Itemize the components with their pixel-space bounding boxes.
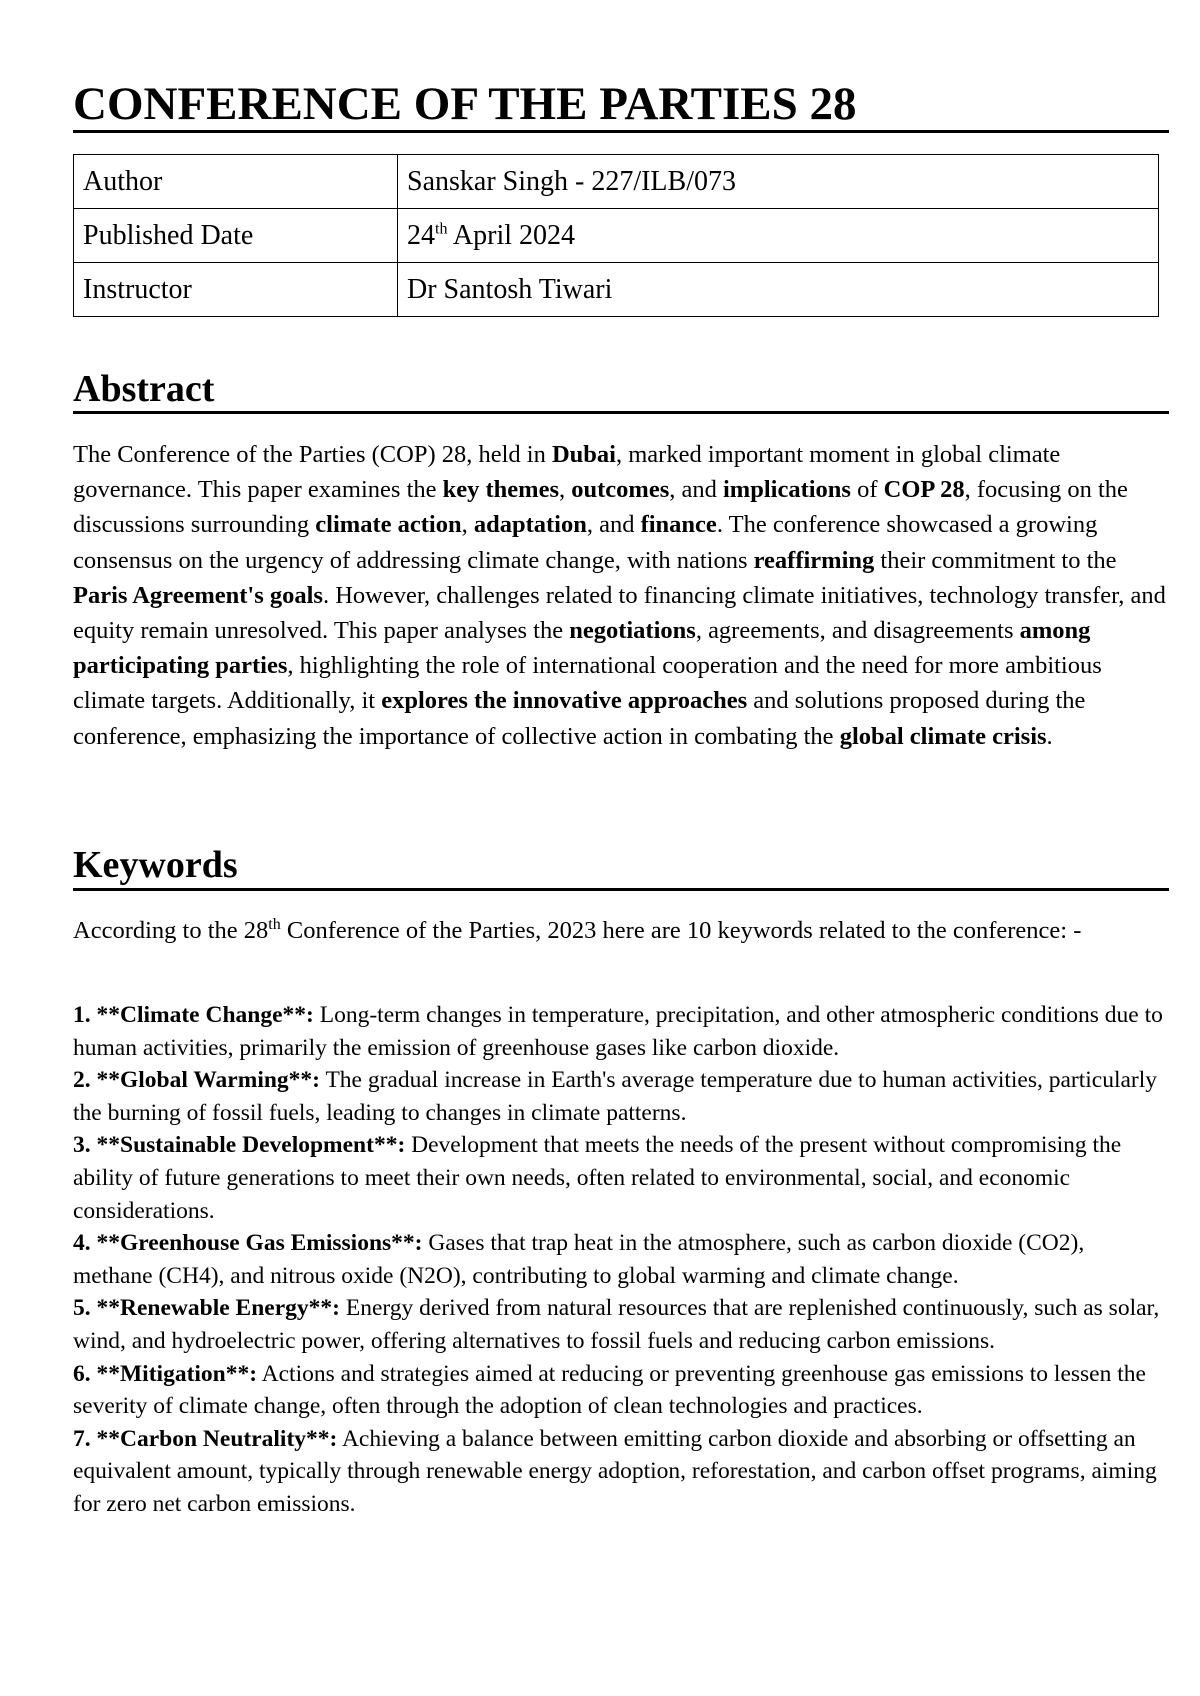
author-value: Sanskar Singh - 227/ILB/073 <box>398 155 1159 209</box>
abstract-text: and solutions proposed during the conference, emphasizing the importance of collective action in combating the <box>73 687 1086 750</box>
table-row <box>74 263 1159 317</box>
date-label: Published Date <box>74 209 398 263</box>
date-suffix: th <box>435 220 448 238</box>
instructor-label: Instructor <box>74 263 398 317</box>
list-item <box>73 1292 1169 1357</box>
list-item <box>73 1064 1169 1129</box>
keyword-term: 5. **Renewable Energy**: <box>73 1295 340 1322</box>
abstract-text: . The conference showcased a growing consensus on the urgency of addressing climate change, with nations <box>73 511 1098 574</box>
keyword-term: 6. **Mitigation**: <box>73 1360 258 1387</box>
keyword-description: Gases that trap heat in the atmosphere, such as carbon dioxide (CO2), methane (CH4), and nitrous oxide (N2O), contributing to global warming and climate change. <box>73 1230 1085 1289</box>
table-row <box>74 155 1159 209</box>
keyword-term: 2. **Global Warming**: <box>73 1067 320 1094</box>
table-row <box>74 209 1159 263</box>
abstract-text: of <box>850 476 884 504</box>
abstract-text: The Conference of the Parties (COP) 28, held in <box>73 441 552 468</box>
abstract-bold-phrase: implications <box>722 476 851 504</box>
date-rest: April 2024 <box>447 219 576 251</box>
abstract-bold-phrase: adaptation <box>473 511 587 539</box>
abstract-heading: Abstract <box>73 368 215 410</box>
keyword-description: Achieving a balance between emitting carbon dioxide and absorbing or offsetting an equivalent amount, typically through renewable energy adoption, reforestation, and carbon offset programs, aiming for zero net carbon emissions. <box>73 1425 1157 1517</box>
keyword-list <box>73 999 1169 1521</box>
abstract-text: , and <box>669 476 723 504</box>
abstract-bold-phrase: key themes <box>442 476 559 504</box>
abstract-text: their commitment to the <box>874 546 1117 574</box>
keywords-rule <box>73 888 1169 891</box>
abstract-text: , focusing on the discussions surrounding <box>73 476 1128 539</box>
document-title: CONFERENCE OF THE PARTIES 28 <box>73 78 857 130</box>
abstract-bold-phrase: reaffirming <box>753 546 875 574</box>
author-label: Author <box>74 155 398 209</box>
abstract-bold-phrase: Paris Agreement's goals <box>73 581 323 609</box>
abstract-bold-phrase: explores the innovative approaches <box>381 687 748 715</box>
keyword-description: Actions and strategies aimed at reducing or preventing greenhouse gas emissions to lessen the severity of climate change, often through the adoption of clean technologies and practices. <box>73 1360 1146 1420</box>
abstract-bold-phrase: COP 28 <box>883 476 965 504</box>
intro-superscript: th <box>268 915 281 933</box>
list-item <box>73 999 1169 1064</box>
date-day: 24 <box>407 219 435 251</box>
metadata-table <box>73 154 1159 317</box>
abstract-text: . <box>1046 722 1053 750</box>
title-rule <box>73 130 1169 133</box>
keyword-description: Long-term changes in temperature, precipitation, and other atmospheric conditions due to human activities, primarily the emission of greenhouse gases like carbon dioxide. <box>73 1002 1163 1061</box>
keyword-term: 4. **Greenhouse Gas Emissions**: <box>73 1230 423 1257</box>
abstract-text: , agreements, and disagreements <box>695 617 1020 645</box>
keyword-description: Development that meets the needs of the present without compromising the ability of future generations to meet their own needs, often related to environmental, social, and economic considerations. <box>73 1132 1122 1224</box>
abstract-bold-phrase: global climate crisis <box>839 722 1047 750</box>
abstract-bold-phrase: outcomes <box>571 476 670 504</box>
abstract-text: , and <box>586 511 641 539</box>
list-item <box>73 1423 1169 1521</box>
intro-text-before: According to the 28 <box>73 917 269 944</box>
keywords-intro <box>73 913 1169 948</box>
intro-text-after: Conference of the Parties, 2023 here are 10 keywords related to the conference: - <box>280 917 1082 944</box>
keyword-term: 1. **Climate Change**: <box>73 1002 314 1028</box>
date-value <box>398 209 1159 263</box>
list-item <box>73 1358 1169 1423</box>
abstract-body <box>73 437 1169 754</box>
abstract-rule <box>73 411 1169 414</box>
list-item <box>73 1227 1169 1292</box>
keyword-term: 7. **Carbon Neutrality**: <box>73 1425 338 1452</box>
abstract-bold-phrase: finance <box>640 511 717 539</box>
abstract-text: , highlighting the role of international cooperation and the need for more ambitious climate targets. Additionally, it <box>73 652 1102 715</box>
keyword-term: 3. **Sustainable Development**: <box>73 1132 406 1159</box>
instructor-value: Dr Santosh Tiwari <box>398 263 1159 317</box>
abstract-text: , <box>461 511 474 539</box>
abstract-text: , <box>559 476 572 504</box>
keyword-description: Energy derived from natural resources that are replenished continuously, such as solar, wind, and hydroelectric power, offering alternatives to fossil fuels and reducing carbon emissions. <box>73 1295 1160 1354</box>
list-item <box>73 1129 1169 1227</box>
abstract-text: . However, challenges related to financing climate initiatives, technology transfer, and equity remain unresolved. This paper analyses the <box>73 581 1166 645</box>
abstract-bold-phrase: negotiations <box>569 617 696 645</box>
keywords-heading: Keywords <box>73 844 238 886</box>
keyword-description: The gradual increase in Earth's average temperature due to human activities, particularly the burning of fossil fuels, leading to changes in climate patterns. <box>73 1067 1158 1126</box>
abstract-bold-phrase: among participating parties <box>73 617 1091 680</box>
abstract-bold-phrase: Dubai <box>551 441 616 468</box>
abstract-text: , marked important moment in global climate governance. This paper examines the <box>73 441 1061 504</box>
abstract-bold-phrase: climate action <box>315 511 462 539</box>
